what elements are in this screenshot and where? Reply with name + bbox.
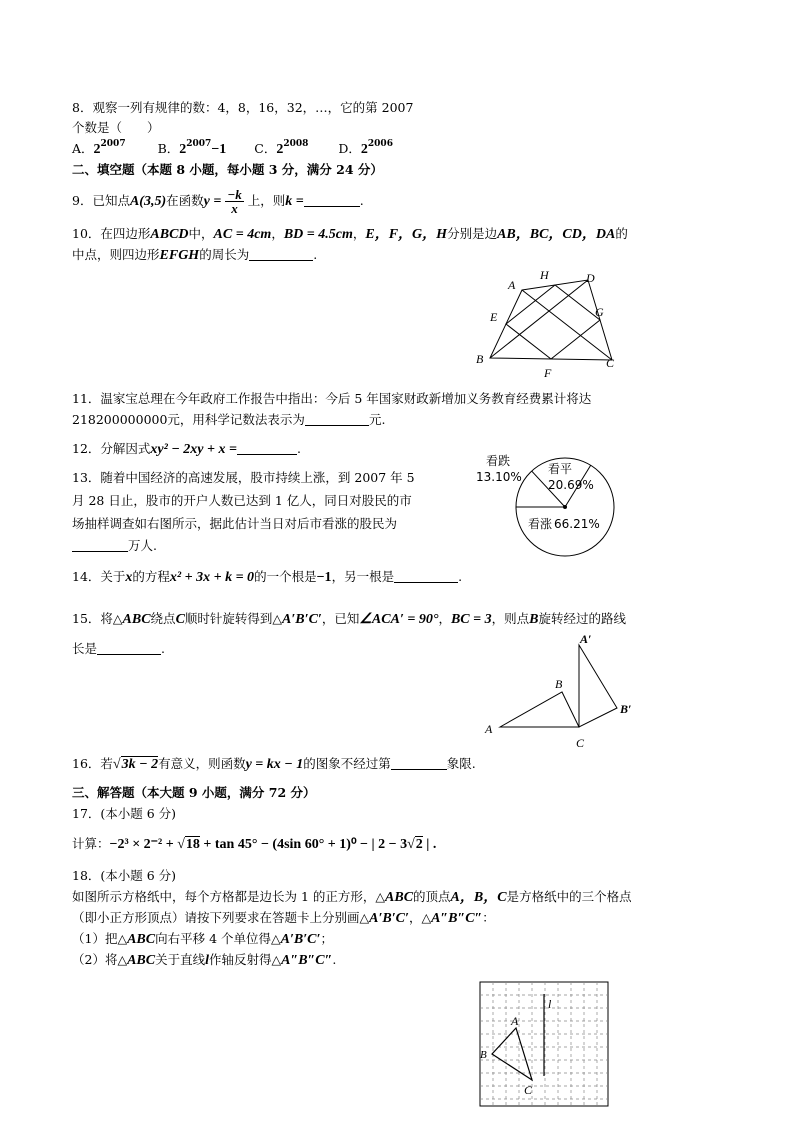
label-b-prime: B′ bbox=[620, 702, 632, 716]
q15-answer-blank[interactable] bbox=[97, 642, 161, 655]
q17-header: 17．(本小题 6 分) bbox=[72, 806, 177, 821]
label-a: A bbox=[508, 278, 516, 292]
diagonal-ac bbox=[522, 290, 612, 360]
pie-center bbox=[563, 505, 567, 509]
triangle-abc bbox=[492, 1028, 532, 1080]
pie-value-flat: 20.69% bbox=[548, 478, 594, 492]
triangle-abc bbox=[500, 692, 579, 727]
label-a: A bbox=[485, 722, 493, 736]
q15-line1: 15．将△ABC绕点C顺时针旋转得到△A′B′C′，已知∠ACA′ = 90°，BC = 3，则点B旋转经过的路线 bbox=[72, 611, 626, 627]
pie-value-up: 66.21% bbox=[554, 517, 600, 531]
label-h: H bbox=[540, 268, 549, 282]
q16: 16．若√3k − 2有意义，则函数y = kx − 1的图象不经过第 象限. bbox=[72, 756, 476, 772]
q17-expr: 计算：−2³ × 2⁻² + √18 + tan 45° − (4sin 60° + 1)⁰ − | 2 − 3√2 | . bbox=[72, 836, 437, 852]
q18-item1: （1）把△ABC向右平移 4 个单位得△A′B′C′； bbox=[72, 931, 333, 947]
q18-grid-figure bbox=[478, 980, 612, 1110]
q18-line2: （即小正方形顶点）请按下列要求在答题卡上分别画△A′B′C′，△A″B″C″： bbox=[72, 910, 495, 926]
label-b: B bbox=[476, 352, 484, 366]
label-a-prime: A′ bbox=[580, 632, 592, 646]
pie-label-flat: 看平 bbox=[548, 462, 573, 476]
q15-figure bbox=[480, 630, 640, 755]
q18-item2: （2）将△ABC关于直线l作轴反射得△A″B″C″. bbox=[72, 952, 337, 968]
q10-figure bbox=[470, 265, 630, 380]
q9-fraction: $\frac{-k}{x}$ bbox=[227, 187, 242, 216]
q11-line1: 11．温家宝总理在今年政府工作报告中指出：今后 5 年国家财政新增加义务教育经费累计将达 bbox=[72, 391, 592, 406]
triangle-abc-rotated bbox=[579, 645, 617, 727]
q12-answer-blank[interactable] bbox=[237, 442, 297, 455]
q8-option-c: C．$2^{2008}$ bbox=[254, 139, 309, 157]
quad-efgh bbox=[506, 285, 600, 359]
q8-option-b: B．$2^{2007}-1$ bbox=[157, 139, 227, 157]
label-a: A bbox=[511, 1014, 519, 1028]
q13-pie-chart bbox=[470, 448, 620, 568]
q14-answer-blank[interactable] bbox=[394, 570, 458, 583]
pie-value-down: 13.10% bbox=[476, 470, 522, 484]
q14: 14．关于x的方程x² + 3x + k = 0的一个根是−1，另一根是 . bbox=[72, 569, 463, 585]
q10-answer-blank[interactable] bbox=[249, 248, 313, 261]
q13-line1: 13．随着中国经济的高速发展，股市持续上涨，到 2007 年 5 bbox=[72, 470, 415, 485]
label-e: E bbox=[490, 310, 498, 324]
quad-abcd bbox=[490, 280, 612, 360]
q8-option-d: D．$2^{2006}$ bbox=[338, 139, 393, 157]
q8-line1: 8．观察一列有规律的数：4，8，16，32，…，它的第 2007 bbox=[72, 100, 414, 115]
q9: 9．已知点A(3,5)在函数y = $\frac{-k}{x}$ 上，则k = . bbox=[72, 187, 364, 216]
q15-line2: 长是 . bbox=[72, 641, 165, 656]
q13-line4: 万人. bbox=[72, 538, 157, 554]
label-d: D bbox=[586, 271, 595, 285]
section2-heading: 二、填空题（本题 8 小题，每小题 3 分，满分 24 分） bbox=[72, 162, 383, 177]
diagonal-bd bbox=[490, 280, 588, 358]
label-c: C bbox=[576, 736, 585, 750]
q16-answer-blank[interactable] bbox=[391, 757, 447, 770]
label-b: B bbox=[555, 677, 563, 691]
q11-line2: 218200000000元，用科学记数法表示为 元. bbox=[72, 412, 386, 427]
q10-line2: 中点，则四边形EFGH的周长为 . bbox=[72, 247, 318, 263]
q9-answer-blank[interactable] bbox=[304, 194, 360, 207]
label-b: B bbox=[480, 1049, 487, 1061]
label-l: l bbox=[548, 997, 552, 1011]
label-g: G bbox=[595, 305, 604, 319]
q10-line1: 10．在四边形ABCD中，AC = 4cm，BD = 4.5cm，E，F，G，H分别是边AB，BC，CD，DA的 bbox=[72, 226, 628, 242]
q18-line1: 如图所示方格纸中，每个方格都是边长为 1 的正方形，△ABC的顶点A，B，C是方格纸中的三个格点 bbox=[72, 889, 632, 905]
label-f: F bbox=[544, 366, 552, 380]
q13-answer-blank[interactable] bbox=[72, 539, 128, 552]
q13-line2: 月 28 日止，股市的开户人数已达到 1 亿人，同日对股民的市 bbox=[72, 493, 412, 508]
q8-option-a: A．$2^{2007}$ bbox=[72, 139, 126, 157]
label-c: C bbox=[606, 356, 615, 370]
label-c: C bbox=[524, 1083, 533, 1097]
pie-label-down: 看跌 bbox=[486, 454, 511, 468]
pie-label-up: 看涨 bbox=[528, 517, 553, 531]
q13-line3: 场抽样调查如右图所示，据此估计当日对后市看涨的股民为 bbox=[72, 516, 398, 531]
section3-heading: 三、解答题（本大题 9 小题，满分 72 分） bbox=[72, 785, 316, 800]
q8-options bbox=[72, 141, 393, 158]
q11-answer-blank[interactable] bbox=[305, 413, 369, 426]
q8-line2: 个数是（ ） bbox=[72, 120, 160, 135]
q18-header: 18．(本小题 6 分) bbox=[72, 868, 177, 883]
q12: 12．分解因式xy² − 2xy + x = . bbox=[72, 441, 301, 457]
